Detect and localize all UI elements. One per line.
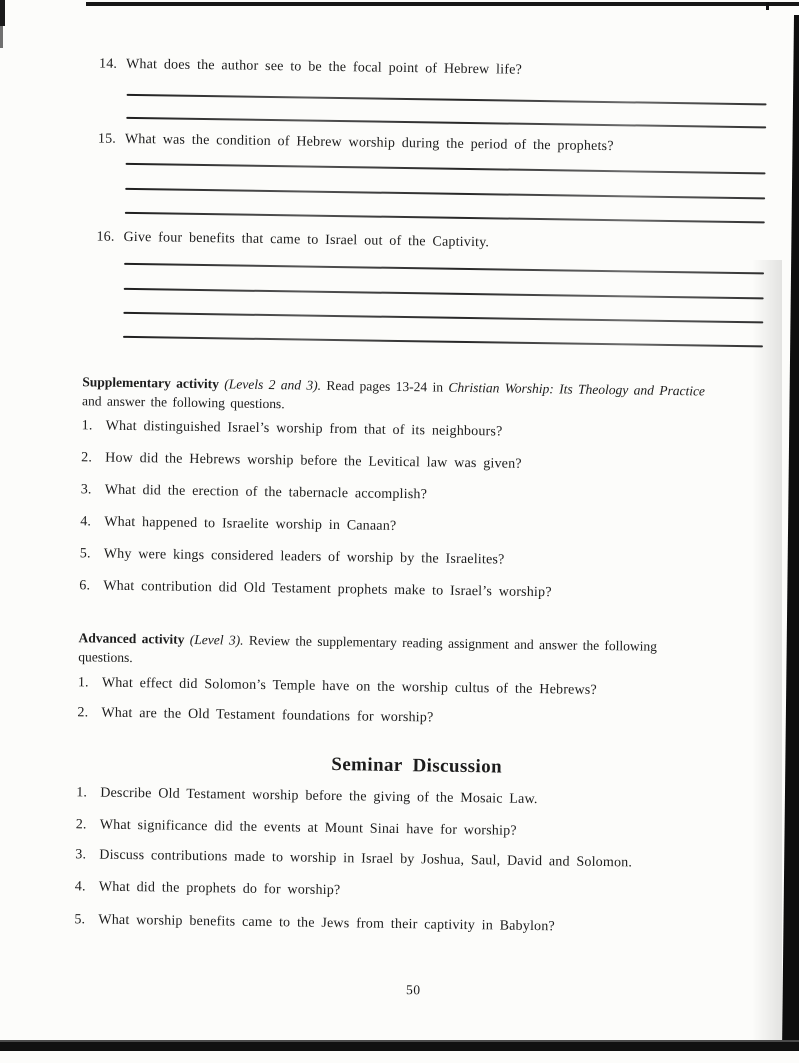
question-text: What significance did the events at Mount Sinai have for worship? <box>99 817 517 839</box>
supplementary-item <box>80 514 396 535</box>
seminar-item <box>75 847 632 871</box>
book-title: Christian Worship: Its Theology and Practice <box>448 379 706 399</box>
question-text: What was the condition of Hebrew worship during the period of the prophets? <box>124 131 614 155</box>
answer-line <box>123 312 763 323</box>
question-number: 1. <box>77 675 89 691</box>
question-text: Give four benefits that came to Israel out of the Captivity. <box>123 229 490 251</box>
question-number: 4. <box>74 879 86 895</box>
scan-edge-left-fade <box>0 26 3 48</box>
question-16 <box>96 229 489 251</box>
question-text: What did the prophets do for worship? <box>98 879 341 899</box>
question-text: How did the Hebrews worship before the Levitical law was given? <box>105 450 522 472</box>
question-number: 3. <box>80 482 92 498</box>
question-text: What are the Old Testament foundations for worship? <box>101 705 434 726</box>
question-number: 1. <box>81 418 93 434</box>
question-text: What distinguished Israel’s worship from that of its neighbours? <box>105 418 503 440</box>
section-intro-line2: questions. <box>78 649 133 666</box>
seminar-item <box>76 785 538 808</box>
question-text: What worship benefits came to the Jews from their captivity in Babylon? <box>98 912 556 935</box>
question-number: 4. <box>80 514 92 530</box>
answer-line <box>124 288 764 299</box>
section-title: Advanced activity <box>78 630 185 647</box>
level-note: (Levels 2 and 3). <box>224 376 322 393</box>
page-number: 50 <box>406 982 421 998</box>
seminar-discussion-title: Seminar Discussion <box>331 754 503 778</box>
question-number: 5. <box>74 912 86 928</box>
scan-edge-top <box>86 2 799 6</box>
answer-line <box>124 263 764 274</box>
level-note: (Level 3). <box>189 631 244 648</box>
advanced-heading <box>78 628 778 676</box>
scan-edge-left <box>0 0 5 26</box>
advanced-item <box>78 675 597 699</box>
scan-shadow-right <box>752 260 782 1051</box>
section-intro: Review the supplementary reading assignment and answer the following <box>248 632 658 654</box>
answer-line <box>126 117 766 128</box>
seminar-item <box>76 817 517 840</box>
question-text: What contribution did Old Testament prophets make to Israel’s worship? <box>103 578 552 601</box>
supplementary-item <box>82 418 503 440</box>
answer-line <box>125 188 765 199</box>
question-text: What does the author see to be the focal point of Hebrew life? <box>125 56 523 78</box>
answer-line <box>126 163 766 174</box>
question-number: 16. <box>96 229 115 245</box>
question-text: What happened to Israelite worship in Canaan? <box>104 514 397 534</box>
supplementary-item <box>80 546 505 568</box>
question-number: 2. <box>77 705 89 721</box>
question-text: Describe Old Testament worship before the giving of the Mosaic Law. <box>100 785 538 808</box>
section-intro-line2: and answer the following questions. <box>81 393 285 412</box>
question-14 <box>99 56 522 78</box>
scan-edge-top-tick <box>766 2 769 10</box>
question-number: 2. <box>81 450 93 466</box>
question-15 <box>98 131 614 155</box>
seminar-item <box>74 912 555 935</box>
question-number: 1. <box>76 785 88 801</box>
seminar-item <box>75 879 341 899</box>
question-number: 5. <box>79 546 91 562</box>
question-text: What did the erection of the tabernacle accomplish? <box>104 482 428 503</box>
question-number: 6. <box>79 578 91 594</box>
question-text: Why were kings considered leaders of worship by the Israelites? <box>103 546 505 568</box>
supplementary-item <box>79 578 552 601</box>
question-number: 15. <box>97 131 117 147</box>
question-number: 2. <box>75 817 87 833</box>
supplementary-heading <box>82 372 782 420</box>
section-intro: Read pages 13-24 in <box>326 377 444 395</box>
supplementary-item <box>81 450 522 473</box>
answer-line <box>125 212 765 223</box>
answer-line <box>123 336 763 347</box>
answer-line <box>127 94 767 105</box>
supplementary-item <box>81 482 428 503</box>
advanced-item <box>77 705 433 726</box>
scan-edge-bottom <box>0 1040 799 1051</box>
question-text: Discuss contributions made to worship in Israel by Joshua, Saul, David and Solomon. <box>99 847 633 871</box>
question-number: 14. <box>98 56 118 72</box>
section-title: Supplementary activity <box>82 374 220 392</box>
question-number: 3. <box>75 847 87 863</box>
question-text: What effect did Solomon’s Temple have on the worship cultus of the Hebrews? <box>101 675 597 698</box>
